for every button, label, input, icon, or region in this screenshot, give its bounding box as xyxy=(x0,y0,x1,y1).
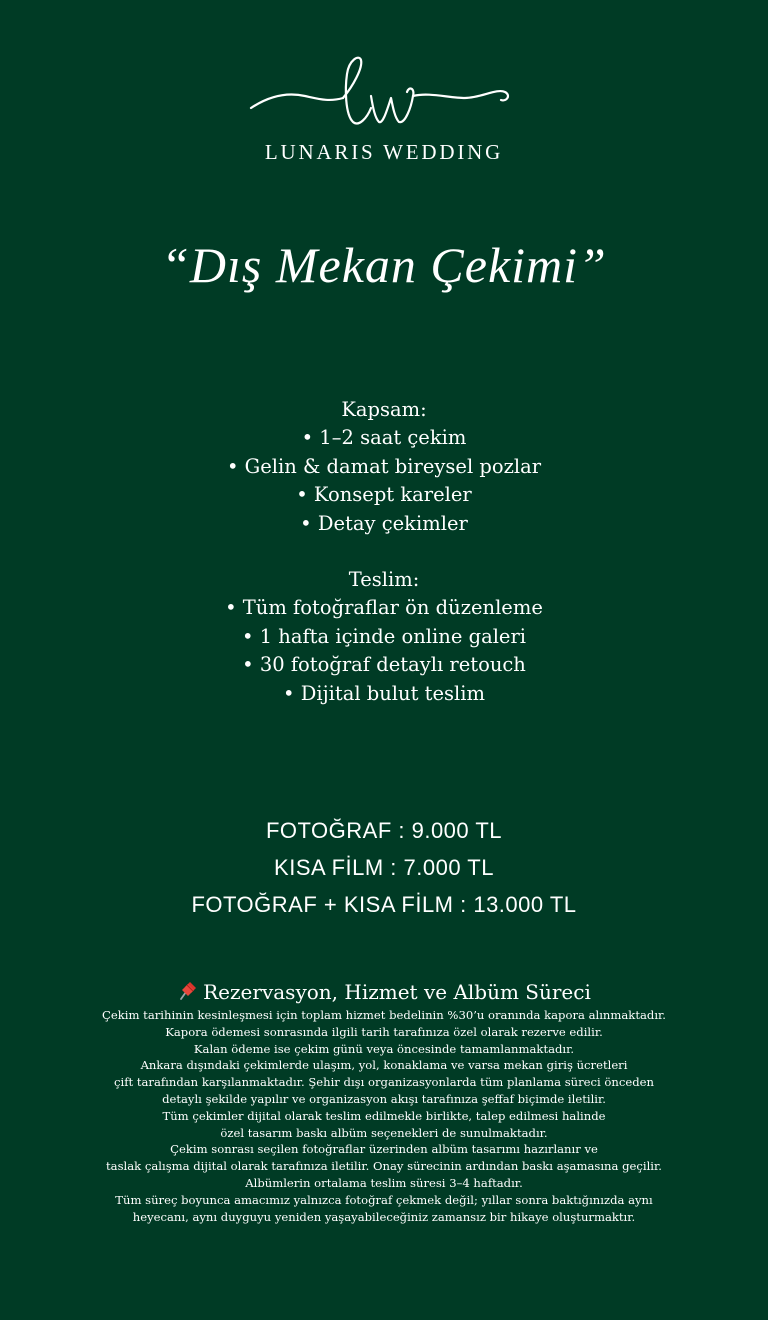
brand-name: LUNARIS WEDDING xyxy=(264,140,504,164)
reservation-line: taslak çalışma dijital olarak tarafınıza iletilir. Onay sürecinin ardından baskı aşamasına geçilir. xyxy=(106,1159,662,1174)
brand-logo xyxy=(0,52,768,165)
reservation-line: Kalan ödeme ise çekim günü veya öncesinde tamamlanmaktadır. xyxy=(193,1041,575,1056)
scope-item: • Detay çekimler xyxy=(300,511,468,535)
scope-item: • Gelin & damat bireysel pozlar xyxy=(226,454,542,478)
package-details xyxy=(0,396,768,708)
scope-item: • Konsept kareler xyxy=(296,483,472,507)
reservation-line: Tüm çekimler dijital olarak teslim edilmekle birlikte, talep edilmesi halinde xyxy=(162,1108,606,1123)
reservation-line: özel tasarım baskı albüm seçenekleri de sunulmaktadır. xyxy=(220,1125,548,1140)
delivery-item: • 30 fotoğraf detaylı retouch xyxy=(242,653,526,677)
page-title: “Dış Mekan Çekimi” xyxy=(161,237,607,293)
reservation-line: heyecanı, aynı duyguyu yeniden yaşayabileceğiniz zamansız bir hikaye oluşturmaktır. xyxy=(132,1209,636,1224)
delivery-item: • 1 hafta içinde online galeri xyxy=(241,624,527,648)
delivery-item: • Dijital bulut teslim xyxy=(283,681,485,705)
lw-monogram-icon xyxy=(249,52,519,136)
reservation-line: Çekim tarihinin kesinleşmesi için toplam hizmet bedelinin %30’u oranında kapora alınmaktadır. xyxy=(102,1008,666,1022)
pushpin-icon xyxy=(177,981,197,1001)
reservation-line: detaylı şekilde yapılır ve organizasyon akışı tarafınıza şeffaf biçimde iletilir. xyxy=(162,1091,606,1106)
reservation-line: çift tarafından karşılanmaktadır. Şehir dışı organizasyonlarda tüm planlama süreci önceden xyxy=(114,1075,654,1090)
scope-item: • 1–2 saat çekim xyxy=(301,426,467,450)
reservation-line: Kapora ödemesi sonrasında ilgili tarih tarafınıza özel olarak rezerve edilir. xyxy=(165,1024,603,1039)
reservation-heading xyxy=(40,978,728,1006)
section-spacer xyxy=(0,538,768,566)
price-photo: FOTOĞRAF : 9.000 TL xyxy=(265,818,503,843)
price-list xyxy=(0,812,768,923)
reservation-line: Çekim sonrası seçilen fotoğraflar üzerinden albüm tasarımı hazırlanır ve xyxy=(170,1142,598,1157)
reservation-section xyxy=(40,978,728,1225)
price-short-film: KISA FİLM : 7.000 TL xyxy=(274,855,494,880)
reservation-title: Rezervasyon, Hizmet ve Albüm Süreci xyxy=(203,980,591,1004)
reservation-line: Albümlerin ortalama teslim süresi 3–4 haftadır. xyxy=(245,1175,523,1190)
price-bundle: FOTOĞRAF + KISA FİLM : 13.000 TL xyxy=(191,892,577,917)
reservation-body xyxy=(40,1007,728,1225)
scope-heading: Kapsam: xyxy=(341,398,427,421)
reservation-line: Ankara dışındaki çekimlerde ulaşım, yol, konaklama ve varsa mekan giriş ücretleri xyxy=(140,1058,628,1073)
delivery-heading: Teslim: xyxy=(348,568,420,592)
reservation-line: Tüm süreç boyunca amacımız yalnızca fotoğraf çekmek değil; yıllar sonra baktığınızda aynı xyxy=(115,1192,653,1207)
delivery-item: • Tüm fotoğraflar ön düzenleme xyxy=(225,596,543,620)
